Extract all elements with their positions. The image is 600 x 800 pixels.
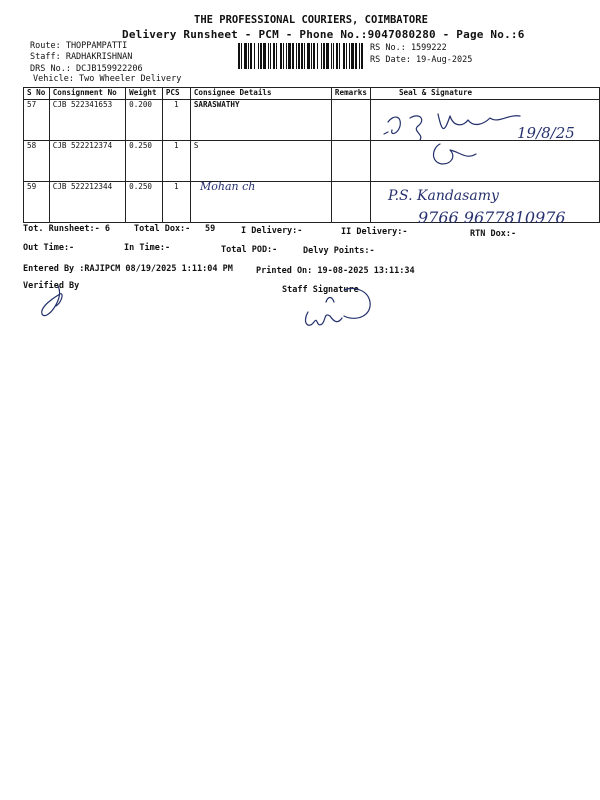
barcode-bar <box>317 43 318 69</box>
barcode-bar <box>355 43 357 69</box>
cell-pcs: 1 <box>162 182 190 223</box>
in-time: In Time:- <box>124 243 171 253</box>
cell-consignee: S <box>190 141 331 182</box>
col-pcs: PCS <box>162 88 190 100</box>
barcode-bar <box>283 43 284 69</box>
staff-signature-label: Staff Signature <box>282 285 359 295</box>
barcode-bar <box>273 43 275 69</box>
barcode-bar <box>323 43 325 69</box>
barcode-bar <box>270 43 271 69</box>
barcode-bar <box>298 43 300 69</box>
barcode-bar <box>351 43 354 69</box>
table-header-row <box>24 88 600 100</box>
cell-sno: 59 <box>24 182 50 223</box>
col-seal: Seal & Signature <box>370 88 599 100</box>
row1-date-handwriting: 19/8/25 <box>517 124 575 142</box>
barcode-bar <box>248 43 249 69</box>
barcode-bar <box>286 43 287 69</box>
col-remarks: Remarks <box>331 88 370 100</box>
cell-remarks <box>331 100 370 141</box>
barcode-bar <box>258 43 259 69</box>
barcode-bar <box>359 43 360 69</box>
barcode-bar <box>321 43 322 69</box>
barcode-bar <box>326 43 329 69</box>
barcode-bar <box>268 43 269 69</box>
i-delivery: I Delivery:- <box>241 226 303 236</box>
staff-signature-ink <box>298 282 378 332</box>
vehicle-text: Vehicle: Two Wheeler Delivery <box>33 74 182 84</box>
col-weight: Weight <box>126 88 163 100</box>
barcode-bar <box>349 43 350 69</box>
entered-by: Entered By :RAJIPCM 08/19/2025 1:11:04 PM <box>23 264 233 274</box>
cell-sno: 57 <box>24 100 50 141</box>
row1-signature-ink <box>380 104 595 184</box>
cell-remarks <box>331 182 370 223</box>
barcode-bar <box>260 43 262 69</box>
barcode <box>238 43 366 69</box>
barcode-bar <box>250 43 252 69</box>
ii-delivery: II Delivery:- <box>341 227 408 237</box>
barcode-bar <box>346 43 347 69</box>
barcode-bar <box>296 43 297 69</box>
barcode-bar <box>301 43 303 69</box>
out-time: Out Time:- <box>23 243 75 253</box>
col-sno: S No <box>24 88 50 100</box>
cell-weight: 0.200 <box>126 100 163 141</box>
barcode-bar <box>311 43 312 69</box>
cell-weight: 0.250 <box>126 182 163 223</box>
row3-consignee-handwriting: Mohan ch <box>200 180 256 193</box>
barcode-bar <box>361 43 363 69</box>
barcode-bar <box>254 43 255 69</box>
verified-signature-ink <box>36 284 76 322</box>
barcode-bar <box>339 43 340 69</box>
cell-consignment: CJB 522341653 <box>49 100 125 141</box>
barcode-bar <box>292 43 294 69</box>
delvy-points: Delvy Points:- <box>303 246 375 256</box>
rs-date: RS Date: 19-Aug-2025 <box>370 55 473 65</box>
cell-pcs: 1 <box>162 100 190 141</box>
col-consignment: Consignment No <box>49 88 125 100</box>
cell-consignee: SARASWATHY <box>190 100 331 141</box>
cell-sno: 58 <box>24 141 50 182</box>
barcode-bar <box>276 43 277 69</box>
total-dox-value: 59 <box>205 224 216 234</box>
cell-remarks <box>331 141 370 182</box>
total-dox-label: Total Dox:- <box>134 224 191 234</box>
staff-text: Staff: RADHAKRISHNAN <box>30 52 133 62</box>
route-text: Route: THOPPAMPATTI <box>30 41 128 51</box>
runsheet-heading: Delivery Runsheet - PCM - Phone No.:9047080280 - Page No.:6 <box>122 28 525 41</box>
barcode-bar <box>333 43 334 69</box>
rs-number: RS No.: 1599222 <box>370 43 447 53</box>
barcode-bar <box>238 43 240 69</box>
barcode-bar <box>336 43 338 69</box>
barcode-bar <box>331 43 332 69</box>
barcode-bar <box>241 43 242 69</box>
barcode-bar <box>307 43 310 69</box>
total-pod: Total POD:- <box>221 245 278 255</box>
verified-by-label: Verified By <box>23 281 80 291</box>
rtn-dox: RTN Dox:- <box>470 229 517 239</box>
col-consignee: Consignee Details <box>190 88 331 100</box>
barcode-bar <box>313 43 315 69</box>
cell-pcs: 1 <box>162 141 190 182</box>
barcode-bar <box>288 43 291 69</box>
drs-number: DRS No.: DCJB159922206 <box>30 64 143 74</box>
row3-phone-handwriting: 9766 9677810976 <box>418 208 566 227</box>
cell-consignment: CJB 522212374 <box>49 141 125 182</box>
printed-on: Printed On: 19-08-2025 13:11:34 <box>256 266 415 276</box>
barcode-bar <box>304 43 305 69</box>
barcode-bar <box>263 43 266 69</box>
total-runsheet: Tot. Runsheet:- 6 <box>23 224 110 234</box>
cell-consignment: CJB 522212344 <box>49 182 125 223</box>
company-title: THE PROFESSIONAL COURIERS, COIMBATORE <box>194 14 428 26</box>
cell-weight: 0.250 <box>126 141 163 182</box>
barcode-bar <box>244 43 247 69</box>
barcode-bar <box>343 43 345 69</box>
barcode-bar <box>280 43 282 69</box>
row3-name-handwriting: P.S. Kandasamy <box>388 188 499 204</box>
